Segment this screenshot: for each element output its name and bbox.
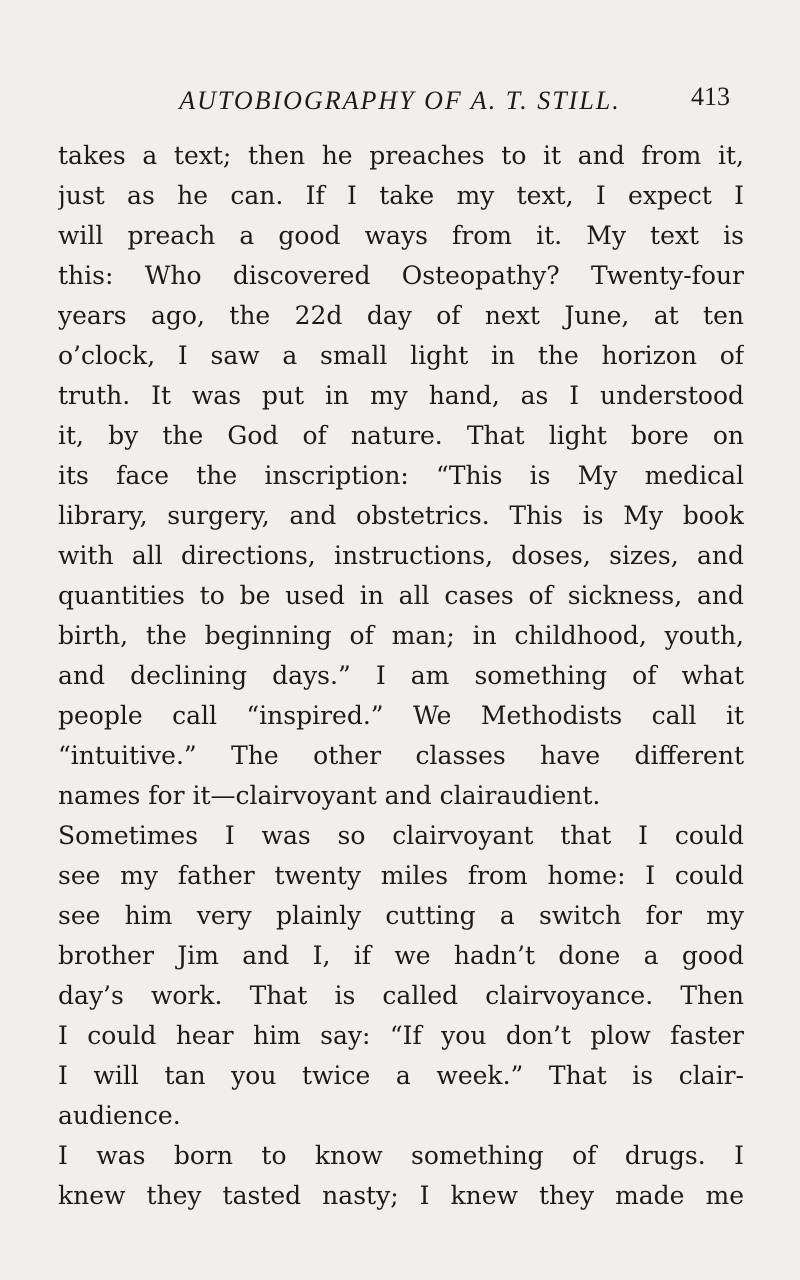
text-line: years ago, the 22d day of next June, at ten: [58, 301, 744, 330]
text-line: audience.: [58, 1101, 181, 1130]
text-line: this: Who discovered Osteopathy? Twenty-four: [58, 261, 744, 290]
text-line: day’s work. That is called clairvoyance. Then: [58, 981, 744, 1010]
page-number: 413: [691, 82, 730, 111]
text-line: see my father twenty miles from home: I could: [58, 861, 744, 890]
text-line: people call “inspired.” We Methodists call it: [58, 701, 744, 730]
text-line: I was born to know something of drugs. I: [58, 1141, 744, 1170]
body-text: [58, 136, 744, 1216]
text-line: library, surgery, and obstetrics. This is My book: [58, 501, 744, 530]
text-line: with all directions, instructions, doses, sizes, and: [58, 541, 744, 570]
text-line: “intuitive.” The other classes have different: [58, 741, 744, 770]
text-line: names for it—clairvoyant and clairaudient.: [58, 781, 601, 810]
text-line: and declining days.” I am something of what: [58, 661, 744, 690]
text-line: I will tan you twice a week.” That is clair-: [58, 1061, 744, 1090]
text-line: will preach a good ways from it. My text is: [58, 221, 744, 250]
text-line: takes a text; then he preaches to it and from it,: [58, 141, 744, 170]
text-line: Sometimes I was so clairvoyant that I could: [58, 821, 744, 850]
text-line: quantities to be used in all cases of sickness, and: [58, 581, 744, 610]
text-line: knew they tasted nasty; I knew they made me: [58, 1181, 744, 1210]
text-line: its face the inscription: “This is My medical: [58, 461, 744, 490]
text-line: just as he can. If I take my text, I expect I: [58, 181, 744, 210]
text-line: see him very plainly cutting a switch for my: [58, 901, 744, 930]
text-line: birth, the beginning of man; in childhood, youth,: [58, 621, 744, 650]
text-line: it, by the God of nature. That light bore on: [58, 421, 744, 450]
running-title: AUTOBIOGRAPHY OF A. T. STILL.: [179, 86, 621, 115]
running-head: [60, 76, 740, 116]
text-line: o’clock, I saw a small light in the horizon of: [58, 341, 744, 370]
text-line: truth. It was put in my hand, as I understood: [58, 381, 744, 410]
text-line: brother Jim and I, if we hadn’t done a good: [58, 941, 744, 970]
text-line: I could hear him say: “If you don’t plow faster: [58, 1021, 744, 1050]
